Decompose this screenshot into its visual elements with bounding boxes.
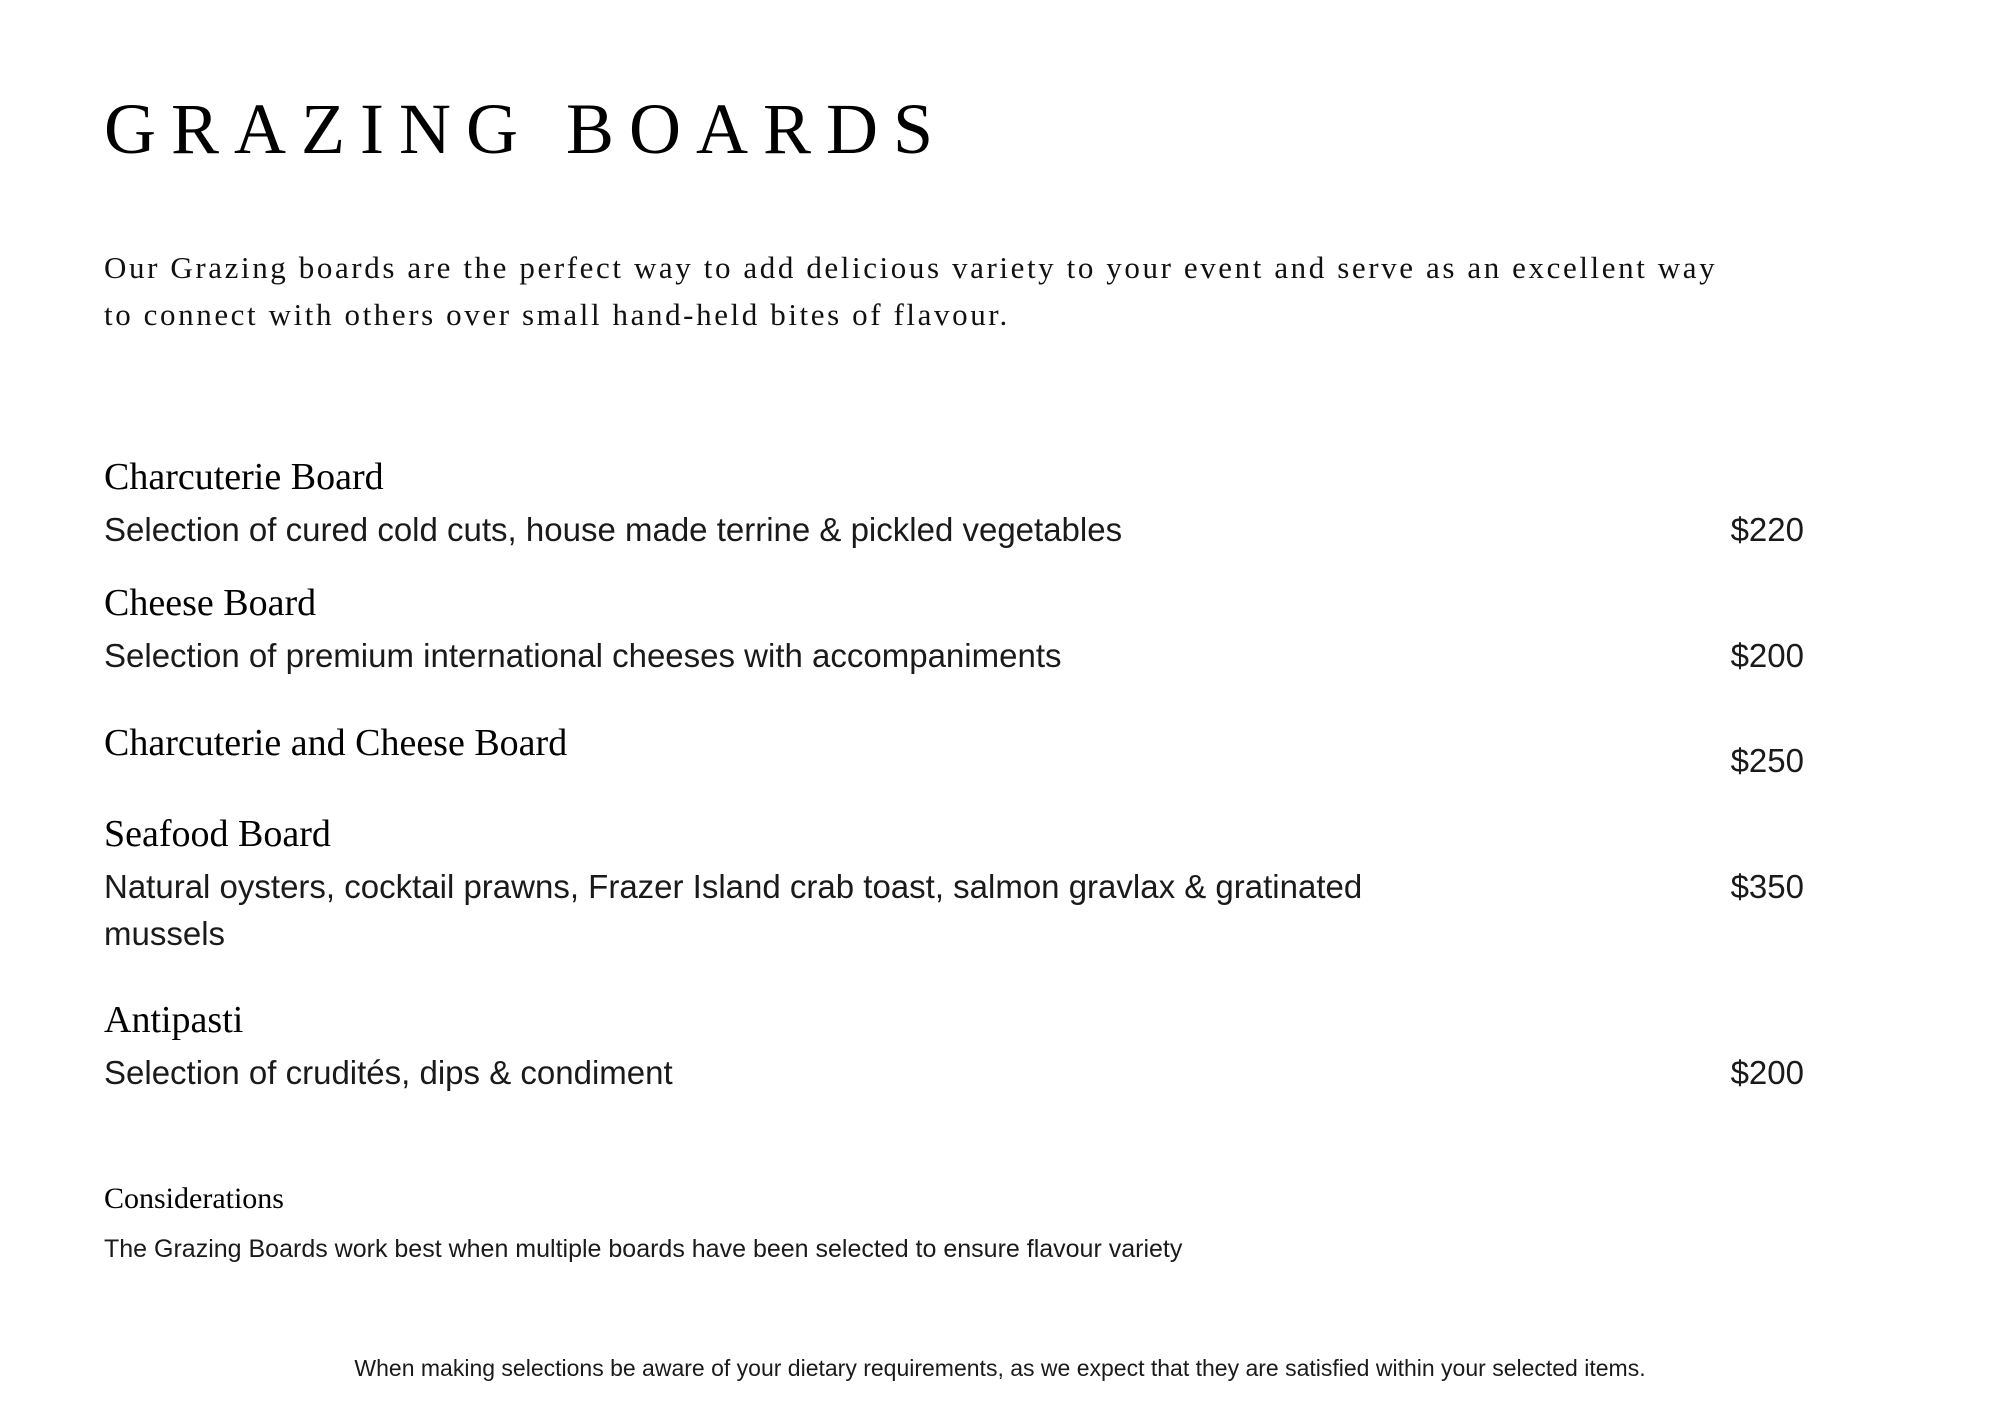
menu-item [104,580,1804,679]
menu-item [104,454,1804,553]
considerations-heading: Considerations [104,1182,284,1215]
item-price: $220 [1730,511,1804,548]
menu-item [104,997,1804,1096]
dietary-footer-note: When making selections be aware of your dietary requirements, as we expect that they are satisfied within your selected items. [354,1355,1646,1381]
page-title: GRAZING BOARDS [104,89,949,169]
item-name: Seafood Board [104,813,331,855]
item-price: $200 [1730,637,1804,674]
menu-item [104,720,1804,779]
item-name: Charcuterie Board [104,456,384,498]
item-name: Cheese Board [104,582,317,624]
item-price: $250 [1730,742,1804,779]
item-price: $350 [1730,868,1804,905]
item-price: $200 [1730,1054,1804,1091]
menu-item [104,811,1804,957]
item-description: Selection of premium international cheeses with accompaniments [104,637,1062,674]
item-name: Charcuterie and Cheese Board [104,722,568,764]
item-description: Selection of crudités, dips & condiment [104,1054,673,1091]
intro-paragraph: Our Grazing boards are the perfect way to add delicious variety to your event and serve as an excellent way to connect with others over small hand-held bites of flavour. [104,250,1718,332]
item-description: Selection of cured cold cuts, house made terrine & pickled vegetables [104,511,1123,548]
item-name: Antipasti [104,999,244,1041]
considerations-text: The Grazing Boards work best when multiple boards have been selected to ensure flavour variety [104,1235,1183,1263]
item-description: Natural oysters, cocktail prawns, Frazer Island crab toast, salmon gravlax & gratinated mussels [104,868,1363,952]
